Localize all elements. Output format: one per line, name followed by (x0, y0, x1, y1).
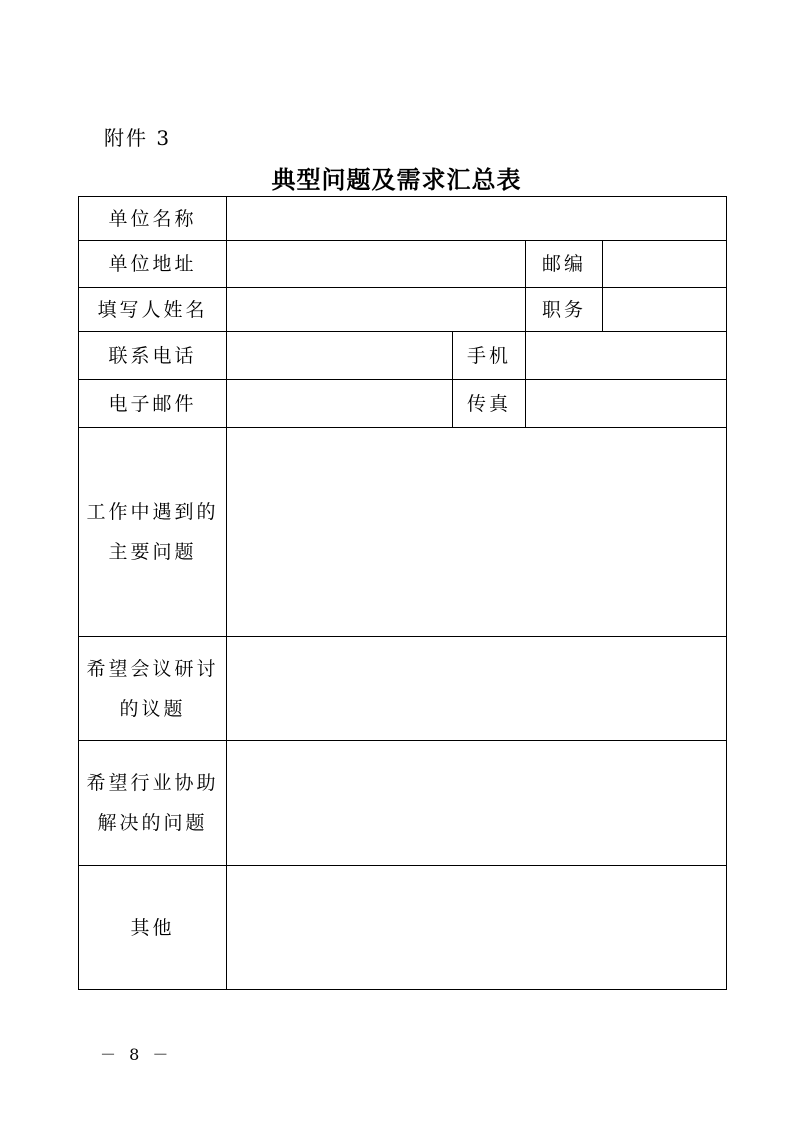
problems-label: 工作中遇到的 主要问题 (86, 501, 219, 563)
unit-address-label: 单位地址 (108, 253, 197, 275)
email-label: 电子邮件 (108, 392, 197, 415)
mobile-label: 手机 (466, 344, 511, 367)
summary-form-table (78, 196, 727, 990)
position-label: 职务 (541, 298, 586, 321)
topics-label: 希望会议研讨 的议题 (86, 657, 219, 720)
position-field[interactable] (603, 288, 726, 331)
attachment-label: 附件 3 (104, 126, 172, 150)
unit-address-field[interactable] (227, 241, 525, 287)
page-number: － 8 － (100, 1045, 173, 1064)
postcode-field[interactable] (603, 241, 726, 287)
email-field[interactable] (227, 380, 452, 427)
assistance-label: 希望行业协助 解决的问题 (86, 772, 219, 834)
filler-name-field[interactable] (227, 288, 525, 331)
fax-label: 传真 (466, 392, 511, 415)
phone-label: 联系电话 (108, 344, 197, 367)
phone-field[interactable] (227, 332, 452, 379)
mobile-field[interactable] (526, 332, 726, 379)
other-field[interactable] (227, 866, 726, 989)
unit-name-field[interactable] (227, 197, 726, 240)
page-title: 典型问题及需求汇总表 (271, 165, 522, 194)
assistance-field[interactable] (227, 741, 726, 865)
problems-field[interactable] (227, 428, 726, 636)
unit-name-label: 单位名称 (108, 207, 197, 230)
postcode-label: 邮编 (541, 253, 586, 275)
fax-field[interactable] (526, 380, 726, 427)
filler-name-label: 填写人姓名 (97, 298, 208, 321)
other-label: 其他 (130, 916, 175, 939)
topics-field[interactable] (227, 637, 726, 740)
